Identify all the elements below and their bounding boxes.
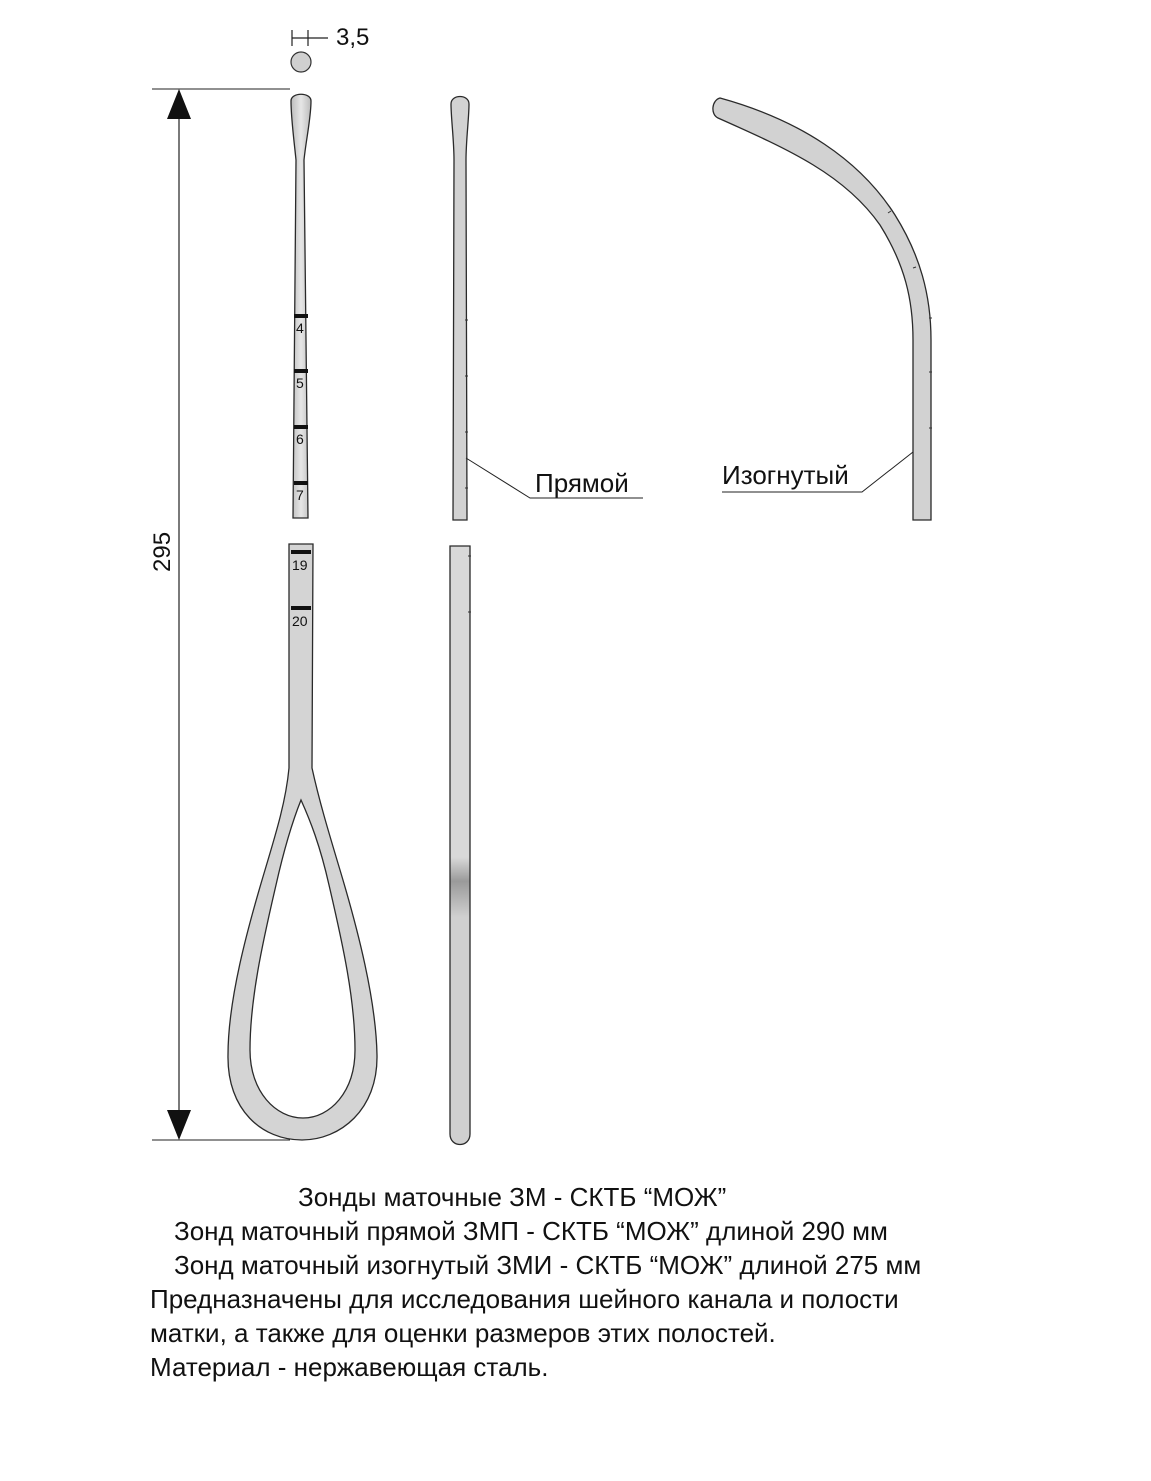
description-line-4: Предназначены для исследования шейного канала и полости [150,1284,899,1314]
front-view-probe-upper [291,94,311,518]
description-line-6: Материал - нержавеющая сталь. [150,1352,549,1382]
straight-probe-side-view [450,97,643,1145]
arrow-down-icon [167,1110,191,1140]
diameter-dimension [291,24,369,72]
straight-label: Прямой [535,468,629,498]
svg-text:6: 6 [296,431,304,447]
description-line-1: Зонды маточные ЗМ - СКТБ “МОЖ” [298,1182,727,1212]
svg-text:4: 4 [296,320,304,336]
svg-text:20: 20 [292,613,308,629]
curved-probe-side-view [713,98,932,520]
length-dimension [149,89,290,1140]
cross-section-circle [291,52,311,72]
svg-text:5: 5 [296,375,304,391]
svg-text:19: 19 [292,557,308,573]
description-block [0,1180,1151,1384]
front-view-probe-lower [228,544,377,1140]
diameter-label: 3,5 [336,24,370,51]
description-line-5: матки, а также для оценки размеров этих полостей. [150,1318,776,1348]
curved-label: Изогнутый [722,460,849,490]
length-label: 295 [149,531,176,572]
svg-text:7: 7 [296,487,304,503]
arrow-up-icon [167,89,191,119]
description-line-2: Зонд маточный прямой ЗМП - СКТБ “МОЖ” длиной 290 мм [174,1216,888,1246]
description-line-3: Зонд маточный изогнутый ЗМИ - СКТБ “МОЖ” длиной 275 мм [174,1250,922,1280]
